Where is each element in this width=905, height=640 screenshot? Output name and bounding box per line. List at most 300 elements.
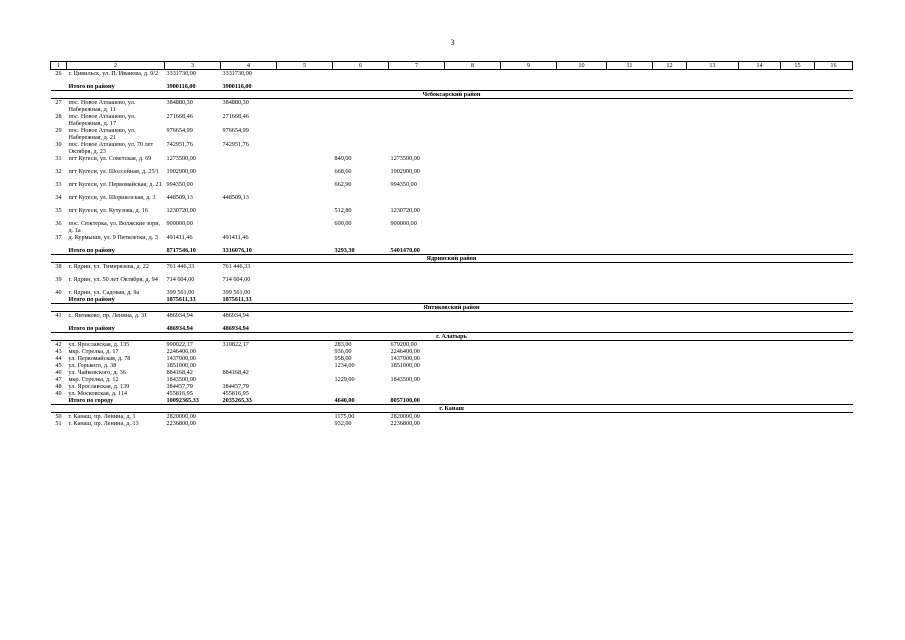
cell-col12 [653,70,687,84]
cell-col8 [445,341,501,349]
cell-col14 [739,207,781,220]
value-col4 [221,348,277,355]
value-col7 [389,127,445,141]
cell-col8 [445,413,501,421]
cell-col14 [739,296,781,304]
cell-col15 [781,362,815,369]
value-col4: 455816,95 [222,390,249,397]
cell-col9 [501,113,557,127]
cell-col10 [557,181,607,194]
cell-col14 [739,289,781,296]
table-row [51,289,853,296]
cell-col9 [501,383,557,390]
cell-col11 [607,155,653,168]
cell-col10 [557,348,607,355]
subtotal-col4: 486934,94 [221,325,277,333]
cell-col5 [277,348,333,355]
cell-col14 [739,420,781,427]
cell-col16 [815,99,853,114]
address-cell: мкр. Стрелка, д. 12 [68,376,119,383]
value-col7: 1230720,00 [390,207,420,214]
value-col3: 1273500,00 [166,155,196,162]
cell-col12 [653,312,687,326]
cell-col16 [815,234,853,247]
row-number: 32 [55,168,62,175]
cell-col10 [557,289,607,296]
cell-col15 [781,355,815,362]
cell-col5 [277,155,333,168]
address-cell: пгт Кугеси, ул. Первомайская, д. 21 [68,181,162,188]
table-row [51,168,853,181]
cell-col12 [653,296,687,304]
cell-col13 [687,194,739,207]
cell-col14 [739,220,781,234]
table-row [51,113,853,127]
cell-col9 [501,234,557,247]
value-col3: 271668,46 [166,113,193,120]
cell-col9 [501,341,557,349]
address-cell: пос. Новое Атлашево, ул. Набережная, д. 17 [68,113,136,127]
cell-col8 [445,247,501,255]
cell-col13 [687,325,739,333]
cell-col8 [445,369,501,376]
cell-col12 [653,413,687,421]
value-col6 [333,263,389,277]
cell-col12 [653,289,687,296]
cell-col11 [607,376,653,383]
cell-col13 [687,362,739,369]
value-col7: 994350,00 [390,181,417,188]
cell-col14 [739,99,781,114]
column-header: 5 [277,62,333,70]
cell-col15 [781,127,815,141]
row-number: 46 [55,369,62,376]
value-col4: 399 561,00 [222,289,251,296]
cell-col8 [445,420,501,427]
cell-col12 [653,247,687,255]
cell-col14 [739,194,781,207]
value-col3: 1851000,00 [166,362,196,369]
cell-col5 [277,168,333,181]
cell-col9 [501,194,557,207]
value-col6: 1229,00 [334,376,355,383]
cell-col11 [607,263,653,277]
district-header-row [51,304,853,312]
subtotal-col6: 4640,00 [333,397,389,405]
value-col7 [389,289,445,296]
cell-col10 [557,341,607,349]
cell-col11 [607,99,653,114]
cell-col15 [781,383,815,390]
row-number: 35 [55,207,62,214]
address-cell: пгт Кугеси, ул. Кутузова, д. 16 [68,207,148,214]
table-row [51,420,853,427]
value-col7: 900000,00 [390,220,417,227]
value-col6: 958,00 [334,355,352,362]
cell-col9 [501,127,557,141]
value-col4: 742951,76 [222,141,249,148]
value-col4 [221,168,277,181]
cell-col13 [687,383,739,390]
value-col6: 512,80 [334,207,352,214]
cell-col14 [739,276,781,289]
subtotal-row [51,247,853,255]
subtotal-row [51,325,853,333]
row-number: 42 [55,341,62,348]
subtotal-label: Итого по городу [67,397,165,405]
column-header: 11 [607,62,653,70]
value-col3: 486934,94 [166,312,193,319]
cell-col10 [557,155,607,168]
value-col4 [221,220,277,234]
cell-col5 [277,113,333,127]
cell-col11 [607,362,653,369]
address-cell: г. Ядрин, ул. 50 лет Октября, д. 94 [68,276,158,283]
cell-col13 [687,420,739,427]
cell-col15 [781,397,815,405]
cell-col16 [815,296,853,304]
cell-col5 [277,263,333,277]
value-col6 [333,369,389,376]
cell-col11 [607,420,653,427]
column-header: 6 [333,62,389,70]
cell-col12 [653,83,687,91]
value-col6: 283,00 [334,341,352,348]
value-col4 [221,207,277,220]
cell-col9 [501,247,557,255]
cell-col13 [687,168,739,181]
cell-col16 [815,70,853,84]
cell-col10 [557,127,607,141]
value-col6: 668,60 [334,168,352,175]
cell-col15 [781,234,815,247]
cell-col16 [815,355,853,362]
cell-col5 [277,355,333,362]
cell-col16 [815,220,853,234]
district-header-row [51,91,853,99]
cell-col12 [653,369,687,376]
cell-col8 [445,113,501,127]
cell-col10 [557,70,607,84]
table-row [51,369,853,376]
cell-col8 [445,83,501,91]
address-cell: пос. Сюктерка, ул. Волжские зори, д. 1а [68,220,161,234]
cell-col11 [607,113,653,127]
value-col7 [389,263,445,277]
value-col3: 2236800,00 [166,420,196,427]
cell-col10 [557,83,607,91]
address-cell: ул. Ярославская, д. 139 [68,383,130,390]
cell-col13 [687,99,739,114]
address-cell: пос. Новое Атлашево, ул. Набережная, д. 11 [68,99,136,113]
cell-col12 [653,355,687,362]
cell-col12 [653,207,687,220]
address-cell: мкр. Стрелка, д. 17 [68,348,119,355]
cell-col14 [739,155,781,168]
value-col3: 900000,00 [166,220,193,227]
cell-col12 [653,181,687,194]
cell-col15 [781,155,815,168]
value-col4 [221,413,277,421]
value-col3: 2246400,00 [166,348,196,355]
table-row [51,355,853,362]
value-col3: 384880,30 [166,99,193,106]
value-col6 [333,312,389,326]
cell-col13 [687,390,739,397]
cell-col12 [653,141,687,155]
cell-col15 [781,99,815,114]
subtotal-col7: 8057100,00 [389,397,445,405]
value-col4: 384457,79 [222,383,249,390]
value-col7: 1851000,00 [390,362,420,369]
cell-col13 [687,369,739,376]
cell-col12 [653,234,687,247]
cell-col5 [277,181,333,194]
subtotal-col3: 486934,94 [165,325,221,333]
cell-col9 [501,289,557,296]
cell-col10 [557,207,607,220]
cell-col10 [557,413,607,421]
cell-col14 [739,247,781,255]
cell-col8 [445,181,501,194]
cell-col13 [687,155,739,168]
row-number [51,325,67,333]
subtotal-row [51,83,853,91]
cell-col12 [653,348,687,355]
cell-col14 [739,341,781,349]
value-col7: 2236800,00 [390,420,420,427]
value-col4 [221,181,277,194]
cell-col8 [445,383,501,390]
subtotal-label: Итого по району [67,296,165,304]
subtotal-col7 [389,296,445,304]
cell-col10 [557,263,607,277]
cell-col16 [815,341,853,349]
cell-col10 [557,420,607,427]
cell-col16 [815,113,853,127]
value-col3: 455816,95 [166,390,193,397]
cell-col8 [445,220,501,234]
value-col3: 994350,00 [166,181,193,188]
cell-col13 [687,141,739,155]
value-col4: 448509,13 [222,194,249,201]
value-col3: 761 446,33 [166,263,195,270]
cell-col13 [687,413,739,421]
value-col6 [333,99,389,114]
district-header-row [51,405,853,413]
row-number [51,247,67,255]
subtotal-col4: 1875611,33 [221,296,277,304]
cell-col10 [557,220,607,234]
subtotal-row [51,296,853,304]
value-col7 [389,99,445,114]
value-col4: 761 446,33 [222,263,251,270]
cell-col8 [445,289,501,296]
cell-col14 [739,397,781,405]
subtotal-col4: 3316076,10 [221,247,277,255]
cell-col14 [739,70,781,84]
cell-col5 [277,362,333,369]
row-number: 40 [55,289,62,296]
value-col3: 884168,42 [166,369,193,376]
subtotal-label: Итого по району [67,83,165,91]
subtotal-col3: 1875611,33 [165,296,221,304]
cell-col11 [607,390,653,397]
cell-col11 [607,141,653,155]
row-number: 31 [55,155,62,162]
value-col4: 310822,17 [222,341,249,348]
value-col7 [389,141,445,155]
cell-col9 [501,420,557,427]
row-number: 50 [55,413,62,420]
cell-col14 [739,325,781,333]
cell-col10 [557,276,607,289]
cell-col15 [781,194,815,207]
value-col6: 1175,00 [334,413,355,420]
cell-col14 [739,376,781,383]
cell-col16 [815,362,853,369]
cell-col15 [781,220,815,234]
table-row [51,181,853,194]
value-col7 [389,390,445,397]
value-col7: 679200,00 [390,341,417,348]
district-header-row [51,333,853,341]
cell-col5 [277,127,333,141]
address-cell: ул. Чайковского, д. 36 [68,369,126,376]
cell-col10 [557,376,607,383]
cell-col14 [739,348,781,355]
value-col4: 384880,30 [222,99,249,106]
address-cell: г. Канаш, пр. Ленина, д. 13 [68,420,139,427]
value-col6: 600,00 [334,220,352,227]
address-cell: ул. Московская, д. 114 [68,390,128,397]
cell-col8 [445,390,501,397]
subtotal-col6 [333,296,389,304]
value-col6: 1234,00 [334,362,355,369]
cell-col10 [557,383,607,390]
cell-col11 [607,181,653,194]
cell-col10 [557,362,607,369]
value-col6: 932,00 [334,420,352,427]
value-col4: 486934,94 [222,312,249,319]
value-col3: 2820000,00 [166,413,196,420]
cell-col12 [653,113,687,127]
cell-col11 [607,397,653,405]
cell-col9 [501,220,557,234]
subtotal-col3: 3900116,00 [165,83,221,91]
cell-col5 [277,99,333,114]
cell-col9 [501,348,557,355]
table-row [51,141,853,155]
cell-col15 [781,348,815,355]
cell-col5 [277,289,333,296]
cell-col16 [815,263,853,277]
cell-col5 [277,341,333,349]
value-col7: 2246400,00 [390,348,420,355]
row-number: 26 [55,70,62,77]
cell-col11 [607,70,653,84]
value-col7 [389,194,445,207]
cell-col9 [501,355,557,362]
row-number: 29 [55,127,62,134]
address-cell: пгт Кугеси, ул. Советская, д. 69 [68,155,152,162]
cell-col15 [781,376,815,383]
cell-col15 [781,390,815,397]
cell-col12 [653,383,687,390]
cell-col14 [739,141,781,155]
address-cell: г. Цивильск, ул. П. Иванова, д. 9/2 [68,70,159,77]
cell-col15 [781,70,815,84]
value-col6 [333,289,389,296]
cell-col13 [687,341,739,349]
cell-col11 [607,312,653,326]
cell-col14 [739,83,781,91]
row-number [51,397,67,405]
table-row [51,390,853,397]
row-number: 36 [55,220,62,227]
row-number: 45 [55,362,62,369]
subtotal-col3: 10092365,33 [165,397,221,405]
cell-col16 [815,397,853,405]
district-name: г. Алатырь [51,333,853,341]
value-col3: 1002900,00 [166,168,196,175]
district-name: Ядринский район [51,255,853,263]
value-col3: 742951,76 [166,141,193,148]
cell-col14 [739,234,781,247]
column-header-row [51,62,853,70]
cell-col16 [815,420,853,427]
value-col4 [221,376,277,383]
value-col4: 3331730,00 [222,70,252,77]
cell-col5 [277,247,333,255]
value-col7 [389,113,445,127]
cell-col10 [557,247,607,255]
cell-col13 [687,263,739,277]
value-col7 [389,70,445,84]
cell-col12 [653,341,687,349]
cell-col11 [607,127,653,141]
cell-col9 [501,390,557,397]
district-name: г. Канаш [51,405,853,413]
value-col7: 2820000,00 [390,413,420,420]
table-row [51,99,853,114]
value-col6 [333,141,389,155]
cell-col13 [687,296,739,304]
table-row [51,207,853,220]
cell-col10 [557,325,607,333]
row-number: 49 [55,390,62,397]
cell-col5 [277,325,333,333]
cell-col13 [687,247,739,255]
cell-col8 [445,355,501,362]
cell-col16 [815,181,853,194]
cell-col9 [501,70,557,84]
cell-col15 [781,141,815,155]
cell-col15 [781,263,815,277]
column-header: 2 [67,62,165,70]
cell-col9 [501,141,557,155]
cell-col9 [501,168,557,181]
cell-col8 [445,234,501,247]
cell-col5 [277,420,333,427]
cell-col16 [815,383,853,390]
value-col6 [333,194,389,207]
value-col6 [333,113,389,127]
value-col4 [221,420,277,427]
page-number: 3 [450,38,455,47]
cell-col15 [781,289,815,296]
cell-col14 [739,390,781,397]
